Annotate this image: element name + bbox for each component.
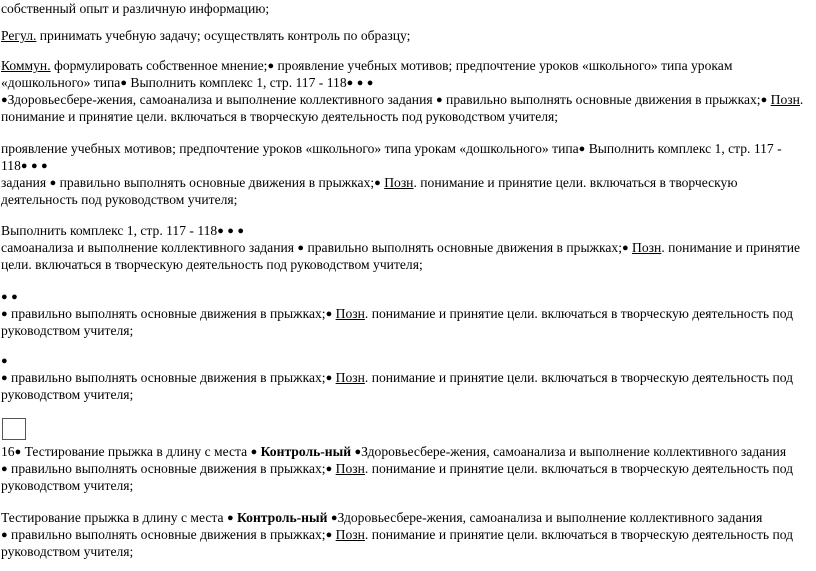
text-line <box>1 157 809 174</box>
text-span: . понимание и принятие цели. включаться в творческую <box>413 175 738 190</box>
pozn-label: Позн <box>770 92 800 107</box>
text-line <box>1 174 809 191</box>
bullet-icon: ● <box>325 308 333 320</box>
bullet-icon: ● <box>1 355 8 367</box>
paragraph-4 <box>1 222 809 273</box>
bullet-icon: ● <box>297 242 305 254</box>
paragraph-7 <box>1 443 809 494</box>
text-line: руководством учителя; <box>1 323 134 338</box>
text-line <box>1 91 809 108</box>
text-span: 118 <box>1 158 21 173</box>
text-line: цели. включаться в творческую деятельность под руководством учителя; <box>1 257 423 272</box>
text-span: «дошкольного» типа <box>1 75 121 90</box>
text-line <box>1 369 809 386</box>
bullet-icon: ● <box>760 94 768 106</box>
text-line <box>1 74 809 91</box>
text-span: правильно выполнять основные движения в прыжках; <box>7 527 326 542</box>
text-line <box>1 288 809 305</box>
text-span: проявление учебных мотивов; предпочтение уроков «школьного» типа урокам «дошкольного» типа <box>1 141 579 156</box>
pozn-label: Позн <box>335 306 365 321</box>
text-line: понимание и принятие цели. включаться в творческую деятельность под руководством учителя; <box>1 109 559 124</box>
bullet-icon: ● <box>250 446 258 458</box>
text-span: . <box>799 92 804 107</box>
text-line <box>1 27 809 44</box>
text-span: правильно выполнять основные движения в прыжках; <box>7 306 326 321</box>
text-line <box>1 443 809 460</box>
text-span: проявление учебных мотивов; предпочтение уроков «школьного» типа урокам <box>274 58 733 73</box>
bullet-icon: ● <box>325 372 333 384</box>
bullet-icon: ● <box>41 160 48 172</box>
text-span: . понимание и принятие цели. включаться в творческую деятельность под <box>364 527 794 542</box>
text-line: руководством учителя; <box>1 478 134 493</box>
text-span: . понимание и принятие цели. включаться в творческую деятельность под <box>364 306 794 321</box>
text-line <box>1 305 809 322</box>
text-span: правильно выполнять основные движения в прыжках; <box>7 370 326 385</box>
text-line: деятельность под руководством учителя; <box>1 192 238 207</box>
bullet-icon: ● <box>1 291 8 303</box>
text-span: Здоровьесбере-жения, самоанализа и выполнение коллективного задания <box>337 510 763 525</box>
paragraph-3 <box>1 140 809 208</box>
text-span: принимать учебную задачу; осуществлять контроль по образцу; <box>36 28 411 43</box>
bullet-icon: ● <box>330 512 338 524</box>
text-span: Тестирование прыжка в длину с места <box>1 510 227 525</box>
bullet-icon: ● <box>374 177 381 189</box>
text-line: руководством учителя; <box>1 387 134 402</box>
text-line <box>1 526 809 543</box>
bullet-icon: ● <box>325 463 333 475</box>
paragraph-regul <box>1 27 809 44</box>
bullet-icon: ● <box>1 372 8 384</box>
text-span: правильно выполнять основные движения в прыжках; <box>442 92 761 107</box>
bullet-icon: ● <box>621 242 629 254</box>
paragraph-5 <box>1 288 809 339</box>
bullet-icon: ● <box>226 512 234 524</box>
row-number: 16 <box>1 444 15 459</box>
text-span: Выполнить комплекс 1, стр. 117 - <box>585 141 782 156</box>
bullet-icon: ● <box>237 225 245 237</box>
text-span: правильно выполнять основные движения в прыжках; <box>304 240 622 255</box>
text-span: правильно выполнять основные движения в прыжках; <box>56 175 375 190</box>
bullet-icon: ● <box>20 160 28 172</box>
pozn-label: Позн <box>335 527 365 542</box>
bullet-icon: ● <box>346 77 354 89</box>
text-line: руководством учителя; <box>1 544 134 559</box>
text-span: самоанализа и выполнение коллективного задания <box>1 240 298 255</box>
bullet-icon: ● <box>11 291 18 303</box>
text-span: Здоровьесбере-жения, самоанализа и выполнение коллективного задания <box>7 92 436 107</box>
text-line <box>1 239 809 256</box>
bullet-icon: ● <box>120 77 127 89</box>
pozn-label: Позн <box>632 240 662 255</box>
pozn-label: Позн <box>384 175 414 190</box>
bullet-icon: ● <box>1 463 8 475</box>
text-line <box>1 57 809 74</box>
regul-label: Регул. <box>1 28 37 43</box>
bullet-icon: ● <box>325 529 333 541</box>
bullet-icon: ● <box>1 308 8 320</box>
text-line <box>1 140 809 157</box>
bullet-icon: ● <box>354 446 362 458</box>
bullet-icon: ● <box>14 446 22 458</box>
text-line <box>1 460 809 477</box>
paragraph-6 <box>1 352 809 403</box>
text-line <box>1 222 809 239</box>
kommun-label: Коммун. <box>1 58 51 73</box>
text-line: собственный опыт и различную информацию; <box>1 1 270 16</box>
bullet-icon: ● <box>267 60 275 72</box>
bullet-icon: ● <box>436 94 443 106</box>
bullet-icon: ● <box>227 225 234 237</box>
control-label: Контроль-ный <box>233 510 331 525</box>
text-span: . понимание и принятие цели. включаться в творческую деятельность под <box>364 461 794 476</box>
text-line <box>1 352 809 369</box>
paragraph-kommun <box>1 57 809 125</box>
text-span: Здоровьесбере-жения, самоанализа и выполнение коллективного задания <box>361 444 787 459</box>
text-span: формулировать собственное мнение; <box>50 58 268 73</box>
text-span: . понимание и принятие цели. включаться в творческую деятельность под <box>364 370 794 385</box>
bullet-icon: ● <box>578 143 586 155</box>
bullet-icon: ● <box>1 94 8 106</box>
text-span: задания <box>1 175 50 190</box>
text-span: . понимание и принятие <box>661 240 801 255</box>
text-span: Тестирование прыжка в длину с места <box>21 444 251 459</box>
bullet-icon: ● <box>49 177 57 189</box>
text-line <box>1 509 809 526</box>
bullet-icon: ● <box>217 225 224 237</box>
bullet-icon: ● <box>1 529 8 541</box>
pozn-label: Позн <box>335 370 365 385</box>
control-label: Контроль-ный <box>257 444 355 459</box>
text-span: Выполнить комплекс 1, стр. 117 - 118 <box>1 223 218 238</box>
bullet-icon: ● <box>356 77 364 89</box>
bullet-icon: ● <box>30 160 38 172</box>
pozn-label: Позн <box>335 461 365 476</box>
paragraph-1 <box>1 0 809 17</box>
paragraph-8 <box>1 509 809 560</box>
empty-table-cell <box>2 418 26 440</box>
text-span: правильно выполнять основные движения в прыжках; <box>7 461 326 476</box>
bullet-icon: ● <box>366 77 374 89</box>
text-span: Выполнить комплекс 1, стр. 117 - 118 <box>126 75 347 90</box>
